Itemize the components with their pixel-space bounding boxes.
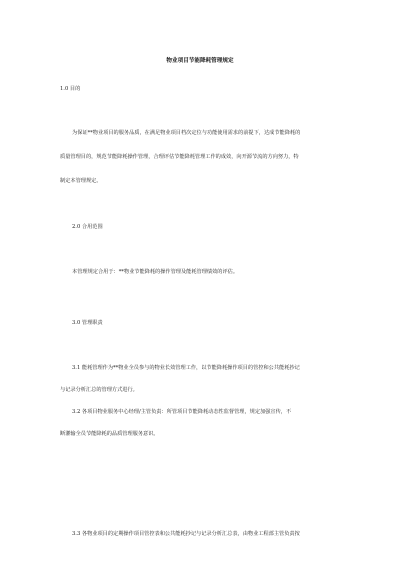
document-title: 物业项目节能降耗管理规定 [166, 58, 234, 64]
section-1-heading: 1.0 目的 [60, 86, 81, 92]
section-2-heading: 2.0 合用范围 [72, 224, 103, 230]
section-1-paragraph-line: 为保证**物业项目的服务品质，在满足物业项目档次定位与功能使用需求的前提下，达成节能降耗的 [72, 130, 301, 136]
section-1-paragraph-line: 质量管理目的，规范节能降耗操作管理，合理评估节能降耗管理工作的成效，向开源节流的方向努力，特 [60, 154, 299, 160]
item-3-3-line: 3.3 各物业项目的定期操作项目管控表和公共能耗抄记与记录分析汇总表，由物业工程部主管负责按 [72, 531, 300, 537]
item-3-1-line: 3.1 能耗管理作为**物业全员参与的物业长效管理工作，以节能降耗操作项目的管控和公共能耗抄记 [72, 365, 300, 371]
item-3-2-line: 3.2 各项目物业服务中心经理/主管负责：所管项目节能降耗动态性监督管理，规定加强宣传，不 [72, 409, 292, 415]
section-2-paragraph-line: 本管理规定合用于：**物业节能降耗的操作管理及能耗管理绩效的评估。 [72, 269, 239, 275]
section-1-paragraph-line: 制定本管理规定。 [60, 178, 102, 184]
item-3-2-line: 断灌输全员节能降耗的品质管理服务意识。 [60, 431, 159, 437]
item-3-1-line: 与记录分析汇总的管理方式进行。 [60, 387, 138, 393]
section-3-heading: 3.0 管理职责 [72, 320, 103, 326]
